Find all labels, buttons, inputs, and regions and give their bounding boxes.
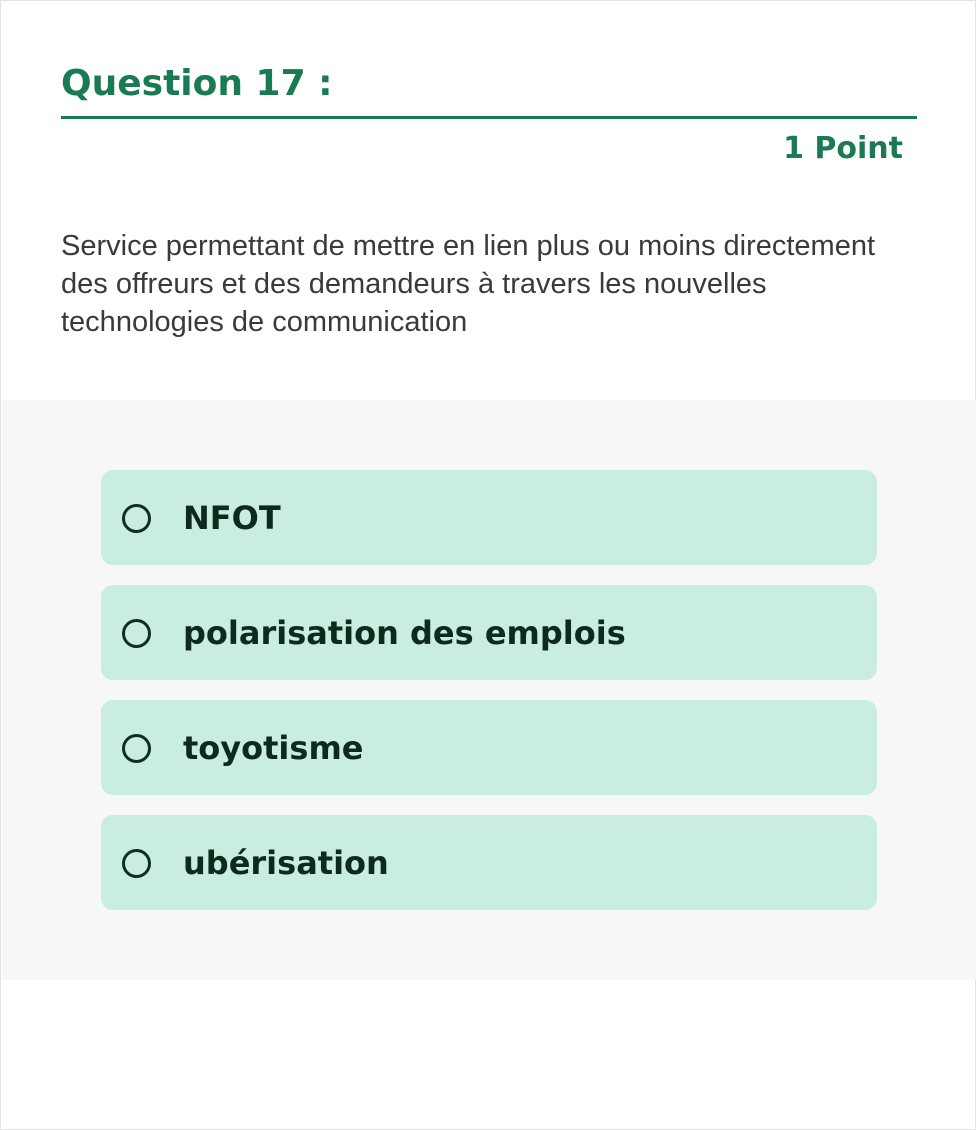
radio-button-icon[interactable]: [122, 734, 151, 763]
radio-button-icon[interactable]: [122, 849, 151, 878]
answer-option-polarisation[interactable]: [101, 585, 877, 680]
radio-button-icon[interactable]: [122, 504, 151, 533]
points-label: 1 Point: [783, 131, 903, 166]
answer-option-label: NFOT: [183, 499, 281, 537]
title-divider: [61, 116, 917, 119]
question-title: Question 17 :: [61, 63, 333, 104]
radio-button-icon[interactable]: [122, 619, 151, 648]
question-text: Service permettant de mettre en lien plus ou moins directement des offreurs et des demandeurs à travers les nouvelles technologies de communication: [61, 230, 876, 338]
answer-option-label: toyotisme: [183, 729, 364, 767]
answer-option-label: ubérisation: [183, 844, 389, 882]
answer-option-label: polarisation des emplois: [183, 614, 626, 652]
answer-option-uberisation[interactable]: [101, 815, 877, 910]
answer-option-toyotisme[interactable]: [101, 700, 877, 795]
answer-option-nfot[interactable]: [101, 470, 877, 565]
